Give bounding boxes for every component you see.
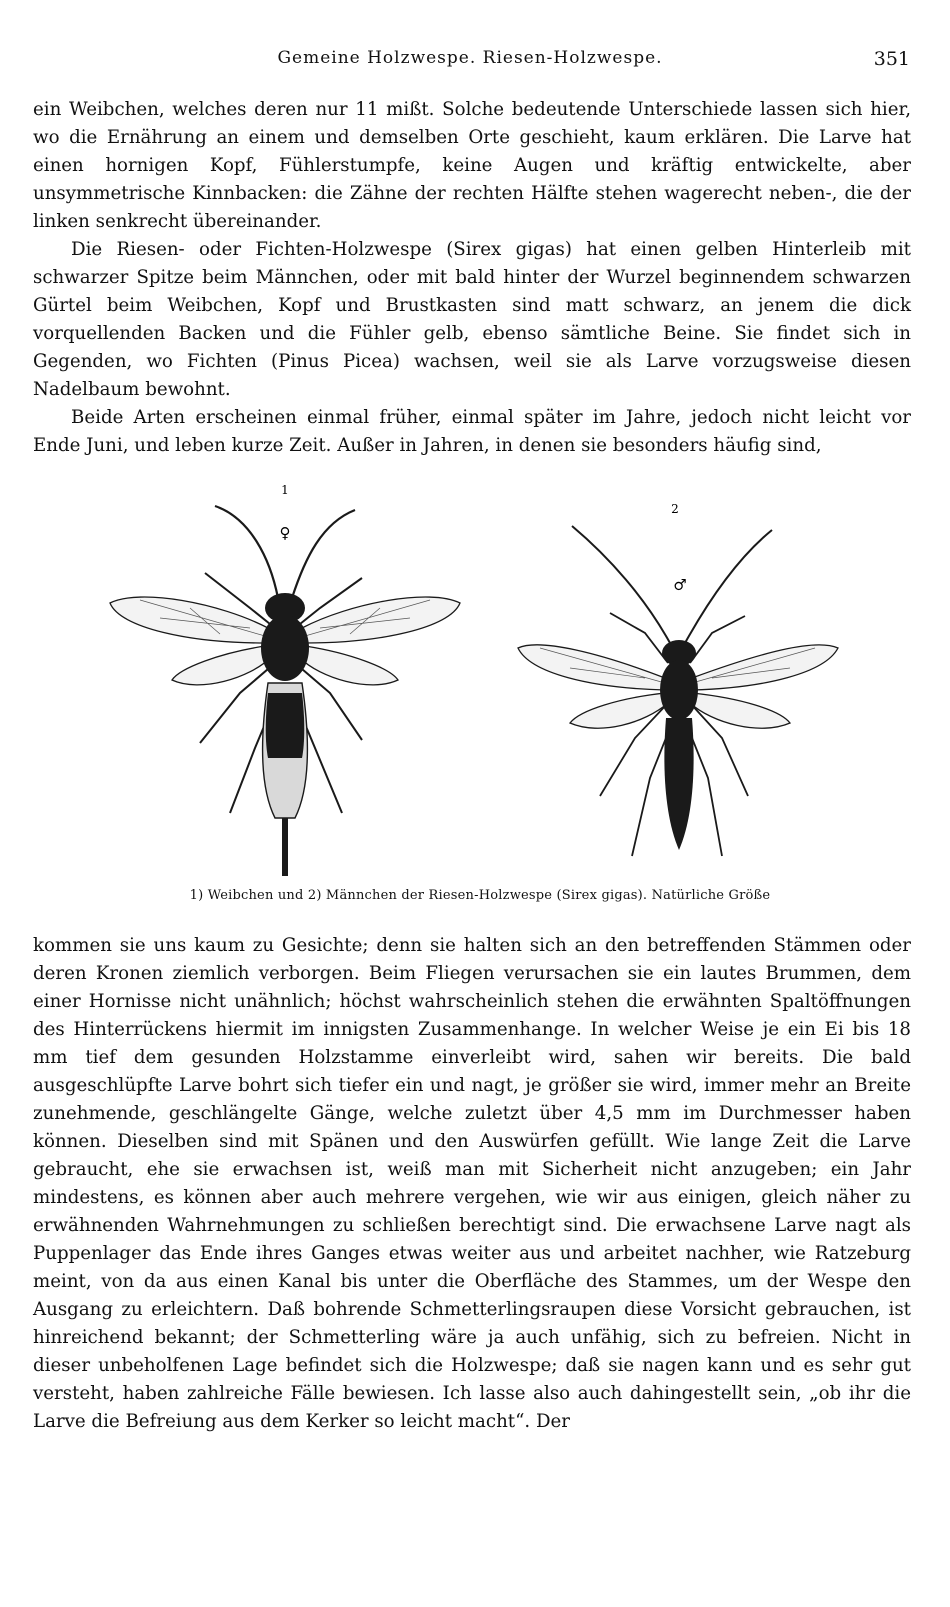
male-wasp-drawing	[518, 502, 838, 856]
wasp-engraving	[100, 478, 860, 878]
paragraph: Beide Arten erscheinen einmal früher, einmal später im Jahre, jedoch nicht leicht vor Ende Juni, und leben kurze Zeit. Außer in Jahren, in denen sie besonders häufig sind,	[33, 407, 911, 456]
male-figure-number: 2	[671, 502, 679, 516]
page-header	[30, 48, 910, 78]
lower-text-block	[33, 932, 911, 1436]
paragraph: ein Weibchen, welches deren nur 11 mißt. Solche bedeutende Unterschiede lassen sich hier, wo die Ernährung an einem und demselben Orte geschieht, kaum erklären. Die Larve hat einen hornigen Kopf, Fühlerstumpfe, keine Augen und kräftig entwickelte, aber unsymmetrische Kinnbacken: die Zähne der rechten Hälfte stehen wagerecht neben-, die der linken senkrecht übereinander.	[33, 99, 911, 232]
upper-text-block	[33, 96, 911, 460]
paragraph: kommen sie uns kaum zu Gesichte; denn sie halten sich an den betreffenden Stämmen oder deren Kronen ziemlich verborgen. Beim Fliegen verursachen sie ein lautes Brummen, dem einer Hornisse nicht unähnlich; höchst wahrscheinlich stehen die erwähnten Spaltöffnungen des Hinterrückens hiermit im innigsten Zusammenhange. In welcher Weise je ein Ei bis 18 mm tief dem gesunden Holzstamme einverleibt wird, sahen wir bereits. Die bald ausgeschlüpfte Larve bohrt sich tiefer ein und nagt, je größer sie wird, immer mehr an Breite zunehmende, geschlängelte Gänge, welche zuletzt über 4,5 mm im Durchmesser haben können. Dieselben sind mit Spänen und den Auswürfen gefüllt. Wie lange Zeit die Larve gebraucht, ehe sie erwachsen ist, weiß man mit Sicherheit nicht anzugeben; ein Jahr mindestens, es können aber auch mehrere vergehen, wie wir aus einigen, gleich näher zu erwähnenden Wahrnehmungen zu schließen berechtigt sind. Die erwachsene Larve nagt als Puppenlager das Ende ihres Ganges etwas weiter aus und arbeitet nachher, wie Ratzeburg meint, von da aus einen Kanal bis unter die Oberfläche des Stammes, um der Wespe den Ausgang zu erleichtern. Daß bohrende Schmetterlingsraupen diese Vorsicht gebrauchen, ist hinreichend bekannt; der Schmetterling wäre ja auch unfähig, sich zu befreien. Nicht in dieser unbeholfenen Lage befindet sich die Holzwespe; daß sie nagen kann und es sehr gut versteht, haben zahlreiche Fälle bewiesen. Ich lasse also auch dahingestellt sein, „ob ihr die Larve die Befreiung aus dem Kerker so leicht macht“. Der	[33, 935, 911, 1432]
male-symbol: ♂	[673, 576, 687, 594]
page-number: 351	[873, 48, 910, 70]
figure-caption: 1) Weibchen und 2) Männchen der Riesen-Holzwespe (Sirex gigas). Natürliche Größe	[189, 888, 771, 903]
female-figure-number: 1	[281, 483, 289, 497]
female-wasp-drawing	[110, 483, 460, 876]
wasp-illustration	[100, 478, 860, 878]
running-title: Gemeine Holzwespe. Riesen-Holzwespe.	[277, 48, 663, 68]
female-symbol: ♀	[279, 524, 291, 542]
paragraph: Die Riesen- oder Fichten-Holzwespe (Sirex gigas) hat einen gelben Hinterleib mit schwarzer Spitze beim Männchen, oder mit bald hinter der Wurzel beginnendem schwarzen Gürtel beim Weibchen, Kopf und Brustkasten sind matt schwarz, an jenem die dick vorquellenden Backen und die Fühler gelb, ebenso sämtliche Beine. Sie findet sich in Gegenden, wo Fichten (Pinus Picea) wachsen, weil sie als Larve vorzugsweise diesen Nadelbaum bewohnt.	[33, 239, 911, 400]
